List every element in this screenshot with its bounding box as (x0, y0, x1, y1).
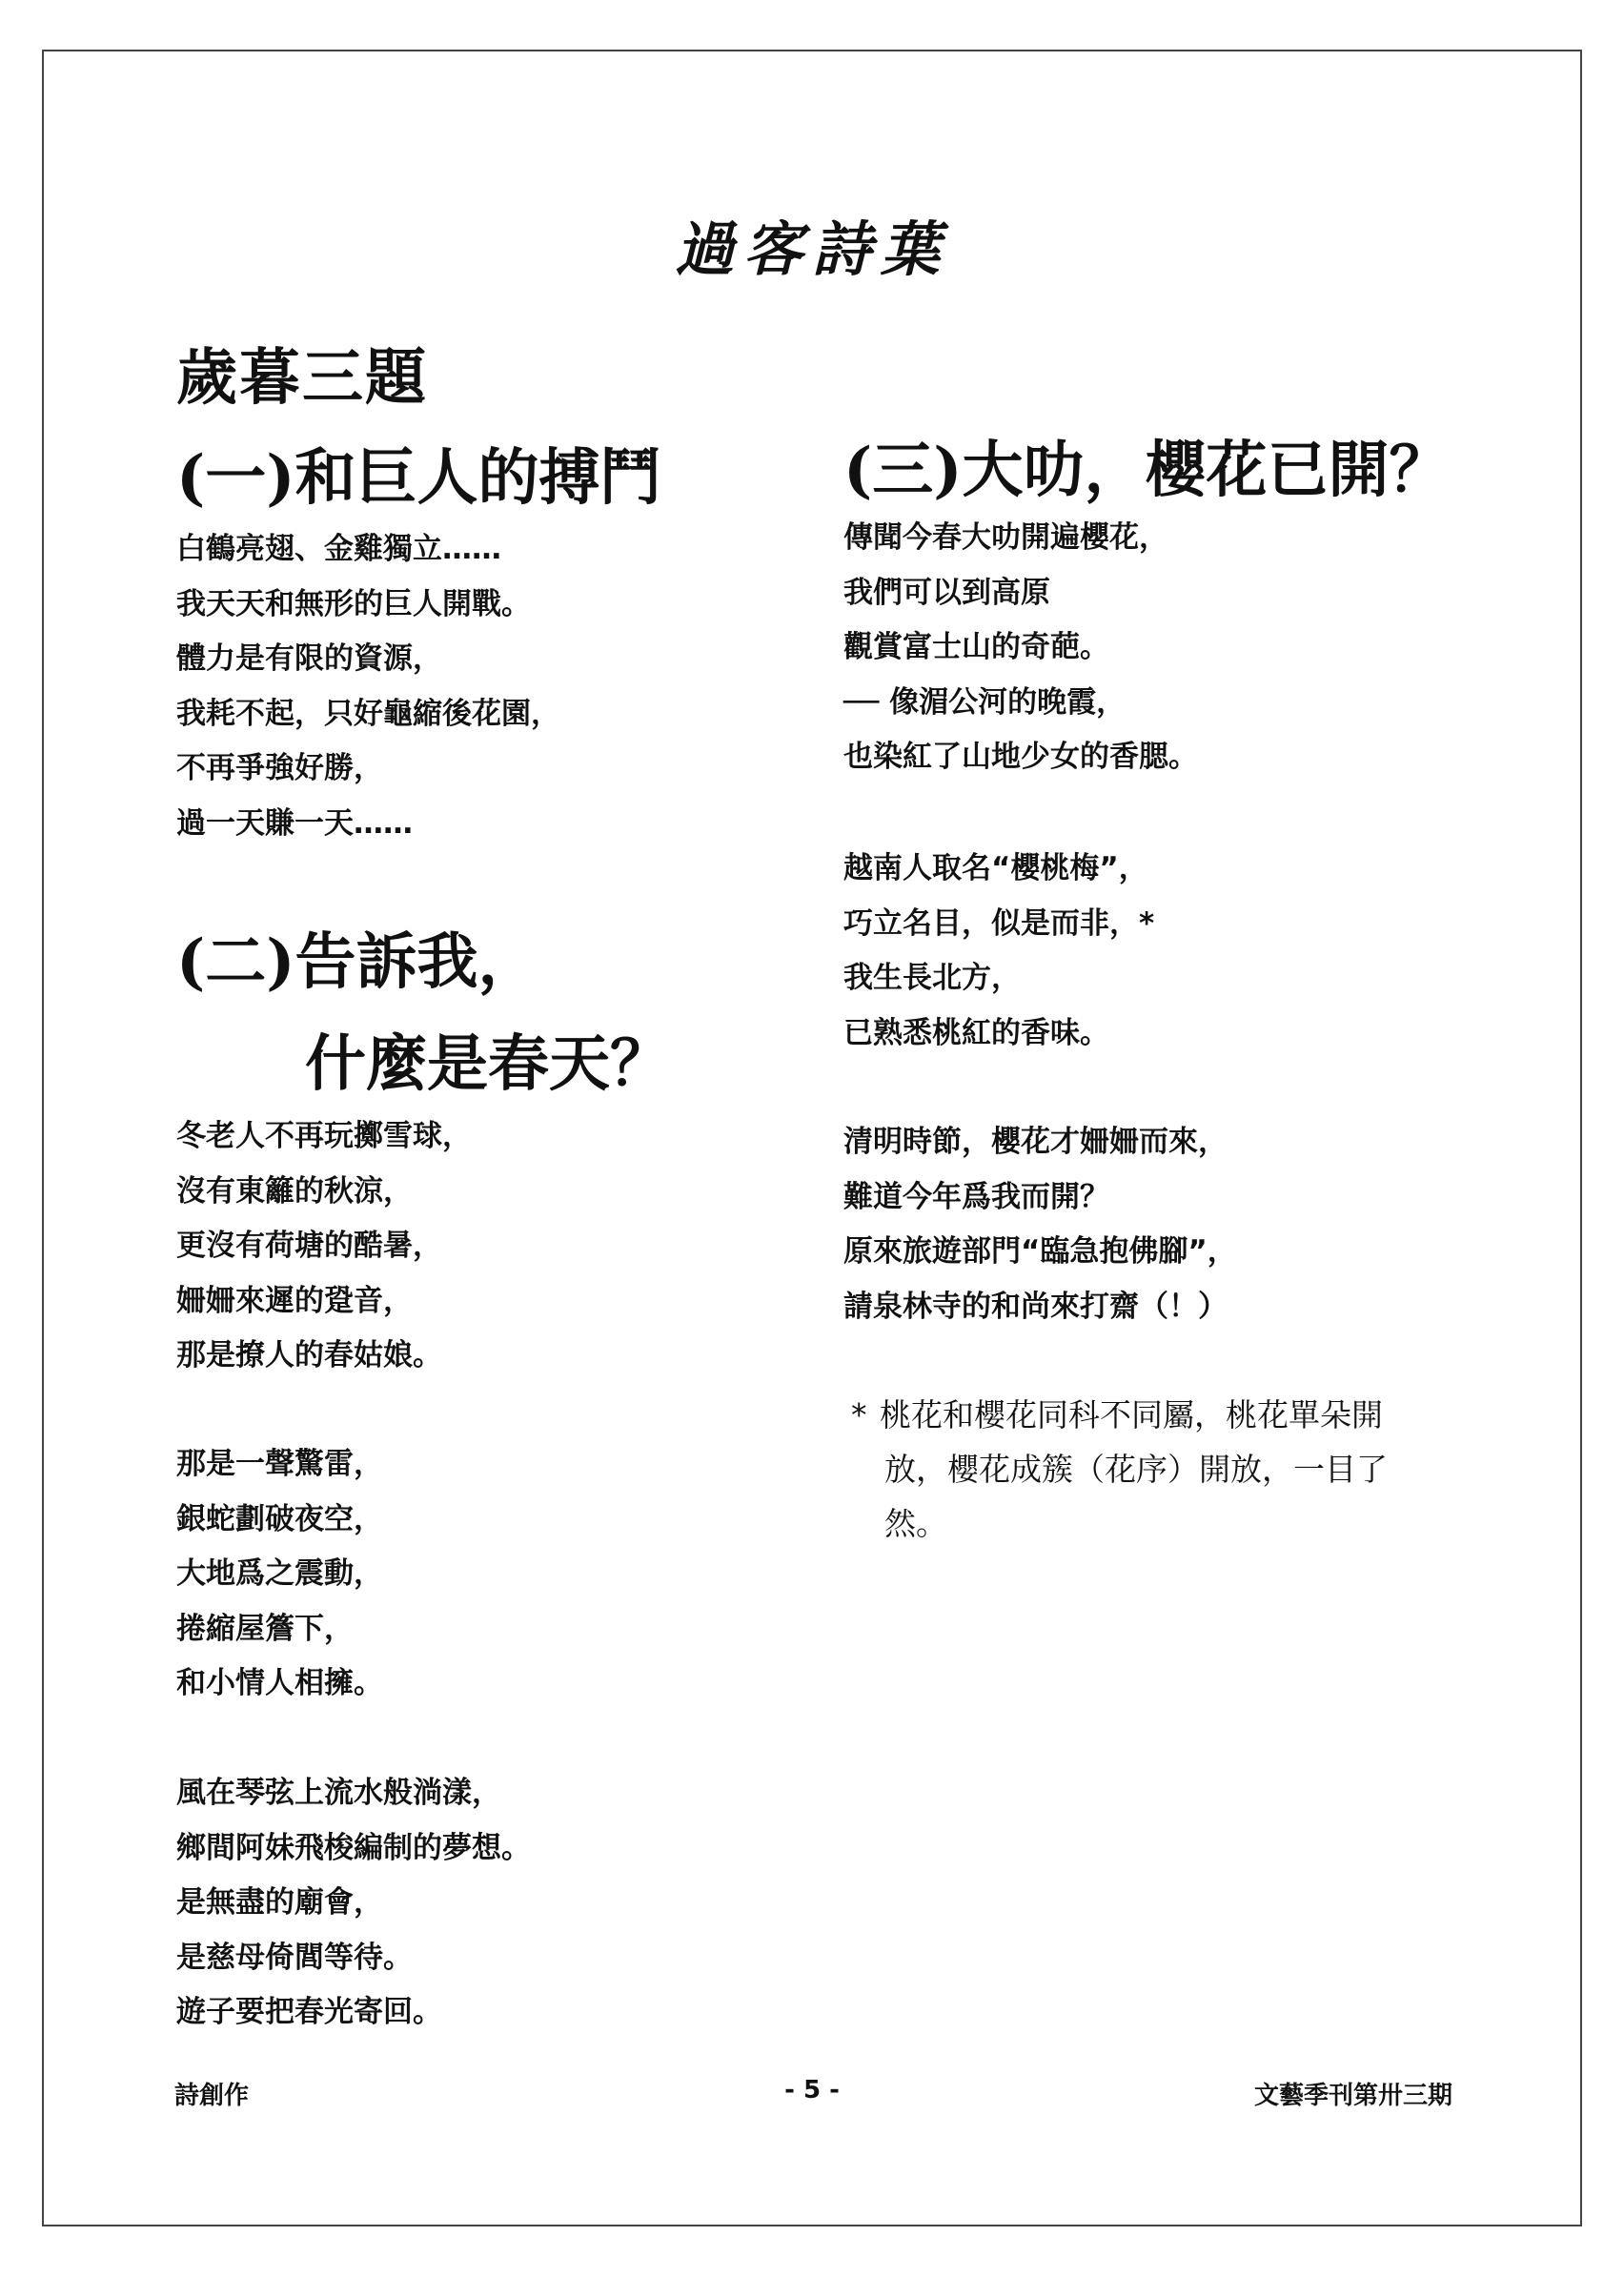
poem-line: 越南人取名“櫻桃梅”， (843, 851, 1148, 885)
poem-line: 也染紅了山地少女的香腮。 (843, 740, 1198, 774)
poem-line: 銀蛇劃破夜空， (176, 1501, 383, 1536)
section-2-heading: (二)告訴我， (176, 926, 539, 998)
poem-line: 體力是有限的資源， (176, 641, 442, 676)
section-2-stanza-2 (176, 1437, 383, 1712)
section-2-heading-continued: 什麼是春天？ (305, 1028, 671, 1100)
section-3-stanza-3 (843, 1115, 1237, 1334)
poem-line: ── 像湄公河的晚霞， (843, 684, 1127, 720)
poem-line: 和小情人相擁。 (176, 1666, 383, 1700)
poem-line: 我耗不起，只好龜縮後花園， (176, 696, 560, 731)
poem-line: 鄉間阿妹飛梭編制的夢想。 (176, 1830, 531, 1865)
publication-name: 文藝季刊第卅三期 (1253, 2082, 1452, 2110)
page-banner: 過客詩葉 (674, 214, 949, 284)
poem-line: 大地爲之震動， (176, 1556, 383, 1591)
poem-line: 觀賞富士山的奇葩。 (843, 630, 1109, 664)
section-3-heading: (三)大叻，櫻花已開？ (843, 435, 1451, 506)
poem-line: 傳聞今春大叻開遍櫻花， (843, 520, 1168, 555)
poem-line: 過一天賺一天…… (176, 805, 413, 841)
poem-line: 是慈母倚閭等待。 (176, 1940, 413, 1975)
poem-line: 我天天和無形的巨人開戰。 (176, 586, 531, 621)
poem-line: 我生長北方， (843, 961, 1021, 995)
page-number: - 5 - (784, 2076, 840, 2104)
poem-line: 已熟悉桃紅的香味。 (843, 1015, 1109, 1050)
poem-line: 那是撩人的春姑娘。 (176, 1338, 442, 1372)
section-2-stanza-3 (176, 1766, 531, 2041)
poem-line: 請泉林寺的和尚來打齋（！） (843, 1289, 1228, 1324)
poem-line: 難道今年爲我而開？ (843, 1179, 1109, 1214)
footnote-marker: * (851, 1396, 867, 1433)
footnote-line: 放，櫻花成簇（花序）開放，一目了 (884, 1451, 1388, 1488)
section-2-stanza-1 (176, 1109, 472, 1384)
page-title: 歲暮三題 (176, 342, 428, 414)
footer-category: 詩創作 (174, 2082, 250, 2110)
section-1-poem (176, 522, 560, 851)
poem-line: 那是一聲驚雷， (176, 1447, 383, 1481)
poem-line: 冬老人不再玩擲雪球， (176, 1119, 472, 1153)
footnote-line: 然。 (884, 1505, 947, 1542)
footnote-line: 桃花和櫻花同科不同屬，桃花單朵開 (880, 1396, 1383, 1433)
poem-line: 巧立名目，似是而非，* (843, 905, 1155, 941)
poem-line: 更沒有荷塘的酷暑， (176, 1229, 442, 1263)
poem-line: 原來旅遊部門“臨急抱佛腳”， (843, 1234, 1237, 1269)
section-3-stanza-2 (843, 842, 1154, 1061)
poem-line: 清明時節，櫻花才姍姍而來， (843, 1125, 1228, 1159)
poem-line: 我們可以到高原 (843, 575, 1050, 610)
poem-line: 白鶴亮翅、金雞獨立…… (176, 532, 501, 566)
poem-line: 姍姍來遲的跫音， (176, 1283, 413, 1318)
poem-line: 不再爭強好勝， (176, 751, 383, 785)
poem-line: 是無盡的廟會， (176, 1885, 383, 1920)
poem-line: 風在琴弦上流水般淌漾， (176, 1776, 501, 1810)
poem-line: 遊子要把春光寄回。 (176, 1995, 442, 2029)
section-3-stanza-1 (843, 511, 1198, 785)
poem-line: 捲縮屋簷下， (176, 1611, 354, 1646)
section-1-heading: (一)和巨人的搏鬥 (176, 442, 661, 514)
poem-line: 沒有東籬的秋涼， (176, 1173, 413, 1209)
footnote (851, 1388, 1388, 1551)
